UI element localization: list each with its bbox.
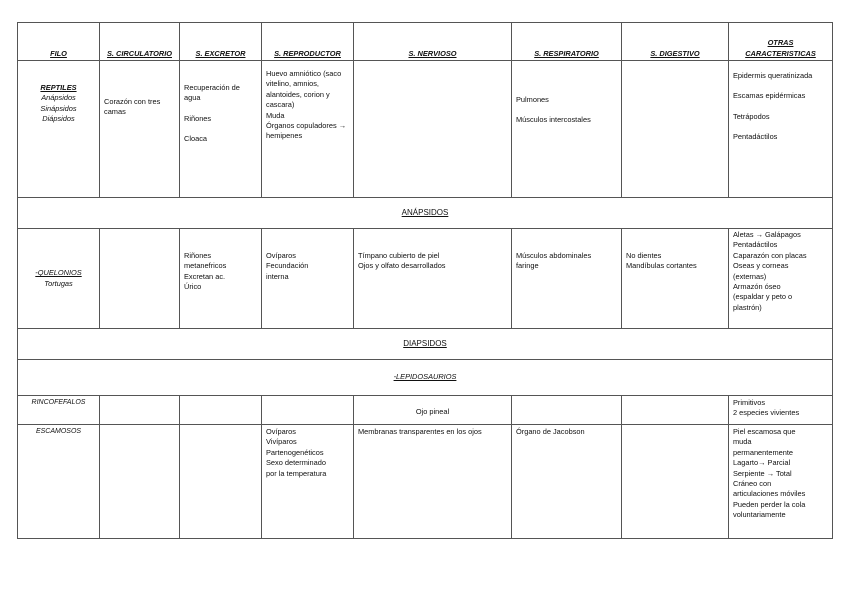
quelonios-nervioso-2: Ojos y olfato desarrollados (358, 261, 446, 271)
cell-escamosos-reproductor (262, 425, 354, 539)
row-anapsidos (18, 198, 833, 229)
escamosos-reproductor-4: Sexo determinado (266, 458, 326, 468)
cell-escamosos-excretor (180, 425, 262, 539)
escamosos-otras-5: Serpiente → Total (733, 468, 792, 478)
escamosos-reproductor-1: Ovíparos (266, 427, 296, 436)
header-excretor: S. EXCRETOR (180, 23, 262, 61)
cell-quelonios-excretor (180, 229, 262, 329)
reptiles-respiratorio-2: Músculos intercostales (516, 115, 591, 125)
cell-reptiles-excretor (180, 61, 262, 198)
cell-escamosos-circulatorio (100, 425, 180, 539)
reptiles-table (17, 22, 833, 539)
reptiles-otras-1: Epidermis queratinizada (733, 71, 813, 80)
reptiles-otras-2: Escamas epidérmicas (733, 91, 806, 101)
quelonios-otras-5: (externas) (733, 271, 767, 281)
cell-reptiles-otras (729, 61, 833, 198)
escamosos-reproductor-2: Vivíparos (266, 437, 297, 447)
rincofefalos-otras-1: Primitivos (733, 398, 766, 407)
escamosos-reproductor-3: Partenogenéticos (266, 447, 324, 457)
quelonios-otras-8: plastrón) (733, 302, 762, 312)
quelonios-otras-1: Aletas → Galápagos (733, 230, 801, 239)
reptiles-otras-3: Tetrápodos (733, 111, 770, 121)
cell-filo-escamosos: ESCAMOSOS (18, 425, 100, 539)
cell-escamosos-respiratorio: Órgano de Jacobson (512, 425, 622, 539)
escamosos-otras-1: Piel escamosa que (733, 427, 796, 436)
quelonios-excretor-2: metanefricos (184, 261, 227, 271)
filo-reptiles-title: REPTILES (40, 83, 77, 92)
cell-quelonios-respiratorio (512, 229, 622, 329)
quelonios-respiratorio-2: faringe (516, 261, 539, 271)
cell-rincofefalos-nervioso: Ojo pineal (354, 396, 512, 425)
row-escamosos (18, 425, 833, 539)
cell-rincofefalos-digestivo (622, 396, 729, 425)
cell-escamosos-nervioso: Membranas transparentes en los ojos (354, 425, 512, 539)
escamosos-otras-6: Cráneo con (733, 479, 772, 489)
quelonios-excretor-3: Excretan ac. (184, 271, 226, 281)
header-filo: FILO (18, 23, 100, 61)
row-lepidosaurios (18, 360, 833, 396)
filo-reptiles-sub-3: Diápsidos (42, 114, 75, 124)
quelonios-digestivo-2: Mandíbulas cortantes (626, 261, 697, 271)
quelonios-otras-6: Armazón óseo (733, 282, 781, 292)
cell-quelonios-digestivo (622, 229, 729, 329)
cell-reptiles-reproductor (262, 61, 354, 198)
cell-rincofefalos-circulatorio (100, 396, 180, 425)
rincofefalos-otras-2: 2 especies vivientes (733, 408, 800, 418)
reptiles-reproductor-2: Muda (266, 110, 285, 120)
quelonios-reproductor-1: Ovíparos (266, 251, 296, 260)
cell-reptiles-circulatorio: Corazón con tres camas (100, 61, 180, 198)
cell-quelonios-nervioso (354, 229, 512, 329)
cell-quelonios-circulatorio (100, 229, 180, 329)
quelonios-excretor-4: Úrico (184, 282, 202, 292)
escamosos-otras-2: muda (733, 437, 752, 447)
cell-reptiles-respiratorio (512, 61, 622, 198)
escamosos-otras-3: permanentemente (733, 447, 793, 457)
header-row (18, 23, 833, 61)
cell-quelonios-reproductor (262, 229, 354, 329)
reptiles-respiratorio-1: Pulmones (516, 95, 549, 104)
cell-rincofefalos-reproductor (262, 396, 354, 425)
escamosos-reproductor-5: por la temperatura (266, 468, 327, 478)
filo-reptiles-sub-1: Anápsidos (41, 93, 76, 103)
cell-rincofefalos-excretor (180, 396, 262, 425)
cell-filo-rincofefalos: RINCOFEFALOS (18, 396, 100, 425)
header-respiratorio: S. RESPIRATORIO (512, 23, 622, 61)
escamosos-otras-8: Pueden perder la cola (733, 499, 806, 509)
reptiles-excretor-2: Riñones (184, 113, 212, 123)
reptiles-excretor-3: Cloaca (184, 134, 208, 144)
escamosos-otras-7: articulaciones móviles (733, 489, 806, 499)
cell-escamosos-otras (729, 425, 833, 539)
quelonios-respiratorio-1: Músculos abdominales (516, 251, 592, 260)
group-diapsidos: DIAPSIDOS (18, 329, 833, 360)
header-nervioso: S. NERVIOSO (354, 23, 512, 61)
quelonios-digestivo-1: No dientes (626, 251, 662, 260)
document-sheet (17, 22, 832, 539)
header-digestivo: S. DIGESTIVO (622, 23, 729, 61)
header-reproductor: S. REPRODUCTOR (262, 23, 354, 61)
group-anapsidos: ANÁPSIDOS (18, 198, 833, 229)
quelonios-excretor-1: Riñones (184, 251, 212, 260)
quelonios-otras-7: (espaldar y peto o (733, 292, 793, 302)
reptiles-excretor-1: Recuperación de agua (184, 83, 240, 103)
cell-rincofefalos-otras (729, 396, 833, 425)
group-lepidosaurios: -LEPIDOSAURIOS (18, 360, 833, 396)
cell-reptiles-digestivo (622, 61, 729, 198)
quelonios-nervioso-1: Tímpano cubierto de piel (358, 251, 440, 260)
cell-escamosos-digestivo (622, 425, 729, 539)
cell-filo-quelonios (18, 229, 100, 329)
row-diapsidos (18, 329, 833, 360)
quelonios-reproductor-2: Fecundación (266, 261, 309, 271)
filo-quelonios-title: -QUELONIOS (35, 268, 82, 278)
quelonios-reproductor-3: interna (266, 271, 289, 281)
cell-quelonios-otras (729, 229, 833, 329)
header-circulatorio: S. CIRCULATORIO (100, 23, 180, 61)
escamosos-otras-9: voluntariamente (733, 510, 786, 520)
cell-filo-reptiles (18, 61, 100, 198)
escamosos-otras-4: Lagarto→ Parcial (733, 458, 791, 468)
row-reptiles (18, 61, 833, 198)
row-rincofefalos (18, 396, 833, 425)
filo-quelonios-sub: Tortugas (44, 278, 73, 288)
reptiles-reproductor-1: Huevo amniótico (saco vitelino, amnios, alantoides, corion y cascara) (266, 69, 342, 110)
reptiles-otras-4: Pentadáctilos (733, 132, 778, 142)
reptiles-reproductor-3: Órganos copuladores → hemipenes (266, 121, 347, 141)
cell-reptiles-nervioso (354, 61, 512, 198)
filo-reptiles-sub-2: Sinápsidos (40, 103, 77, 113)
quelonios-otras-4: Oseas y corneas (733, 261, 789, 271)
row-quelonios (18, 229, 833, 329)
quelonios-otras-2: Pentadáctilos (733, 240, 778, 250)
cell-rincofefalos-respiratorio (512, 396, 622, 425)
quelonios-otras-3: Caparazón con placas (733, 250, 807, 260)
header-otras: OTRAS CARACTERISTICAS (729, 23, 833, 61)
